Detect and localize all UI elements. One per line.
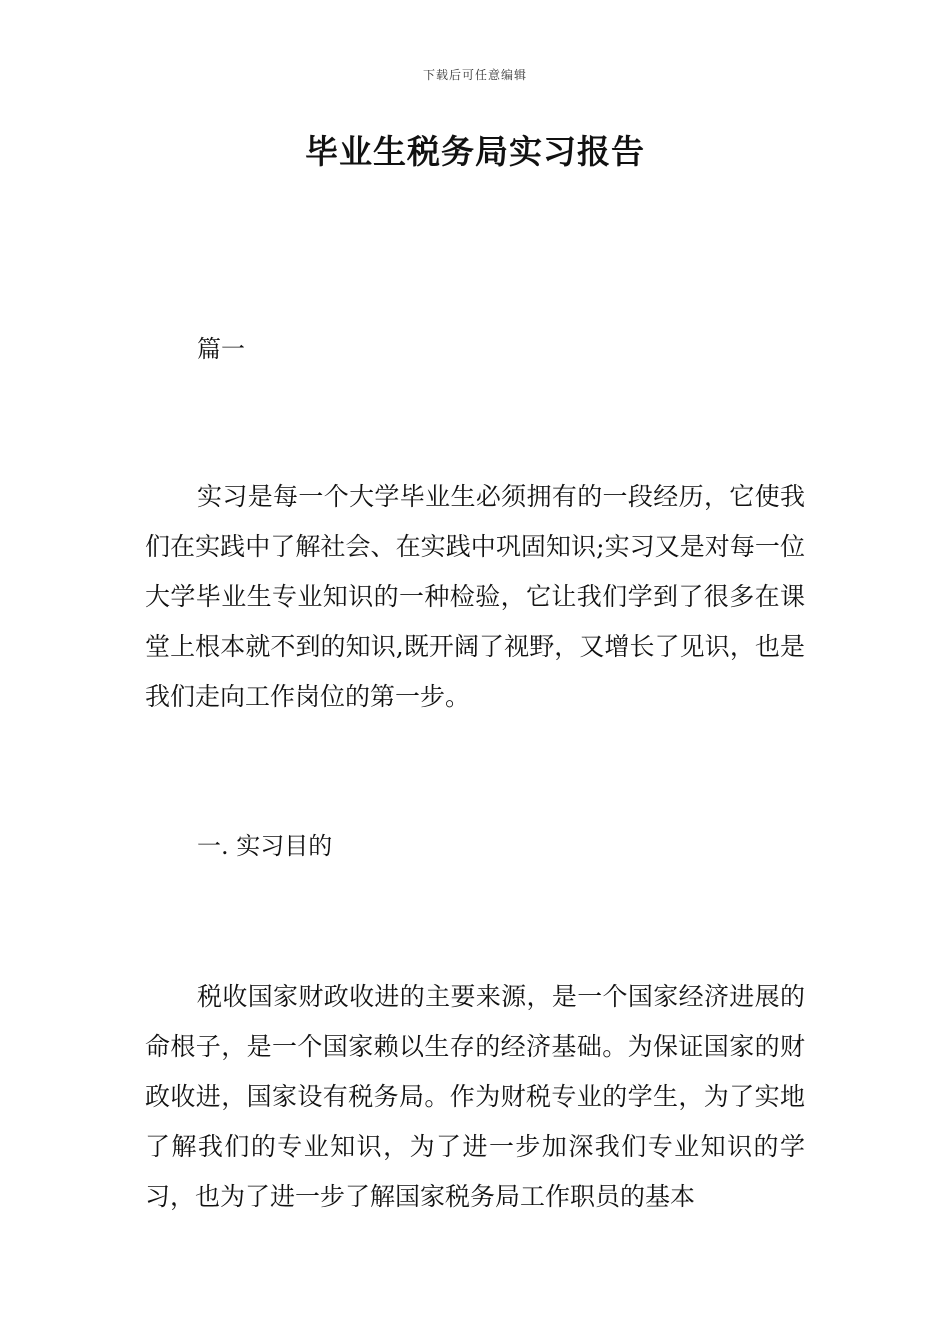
part-label: 篇一	[197, 335, 245, 363]
header-note: 下载后可任意编辑	[422, 68, 527, 82]
purpose-heading: 一. 实习目的	[197, 832, 333, 860]
purpose-paragraph: 税收国家财政收进的主要来源，是一个国家经济进展的命根子，是一个国家赖以生存的经济基础。为保证国家的财政收进，国家设有税务局。作为财税专业的学生，为了实地了解我们的专业知识，为了进一步加深我们专业知识的学习，也为了进一步了解国家税务局工作职员的基本	[145, 982, 805, 1211]
document-title: 毕业生税务局实习报告	[305, 132, 645, 171]
intro-paragraph: 实习是每一个大学毕业生必须拥有的一段经历，它使我们在实践中了解社会、在实践中巩固知识;实习又是对每一位大学毕业生专业知识的一种检验，它让我们学到了很多在课堂上根本就不到的知识,既开阔了视野，又增长了见识，也是我们走向工作岗位的第一步。	[145, 482, 805, 711]
